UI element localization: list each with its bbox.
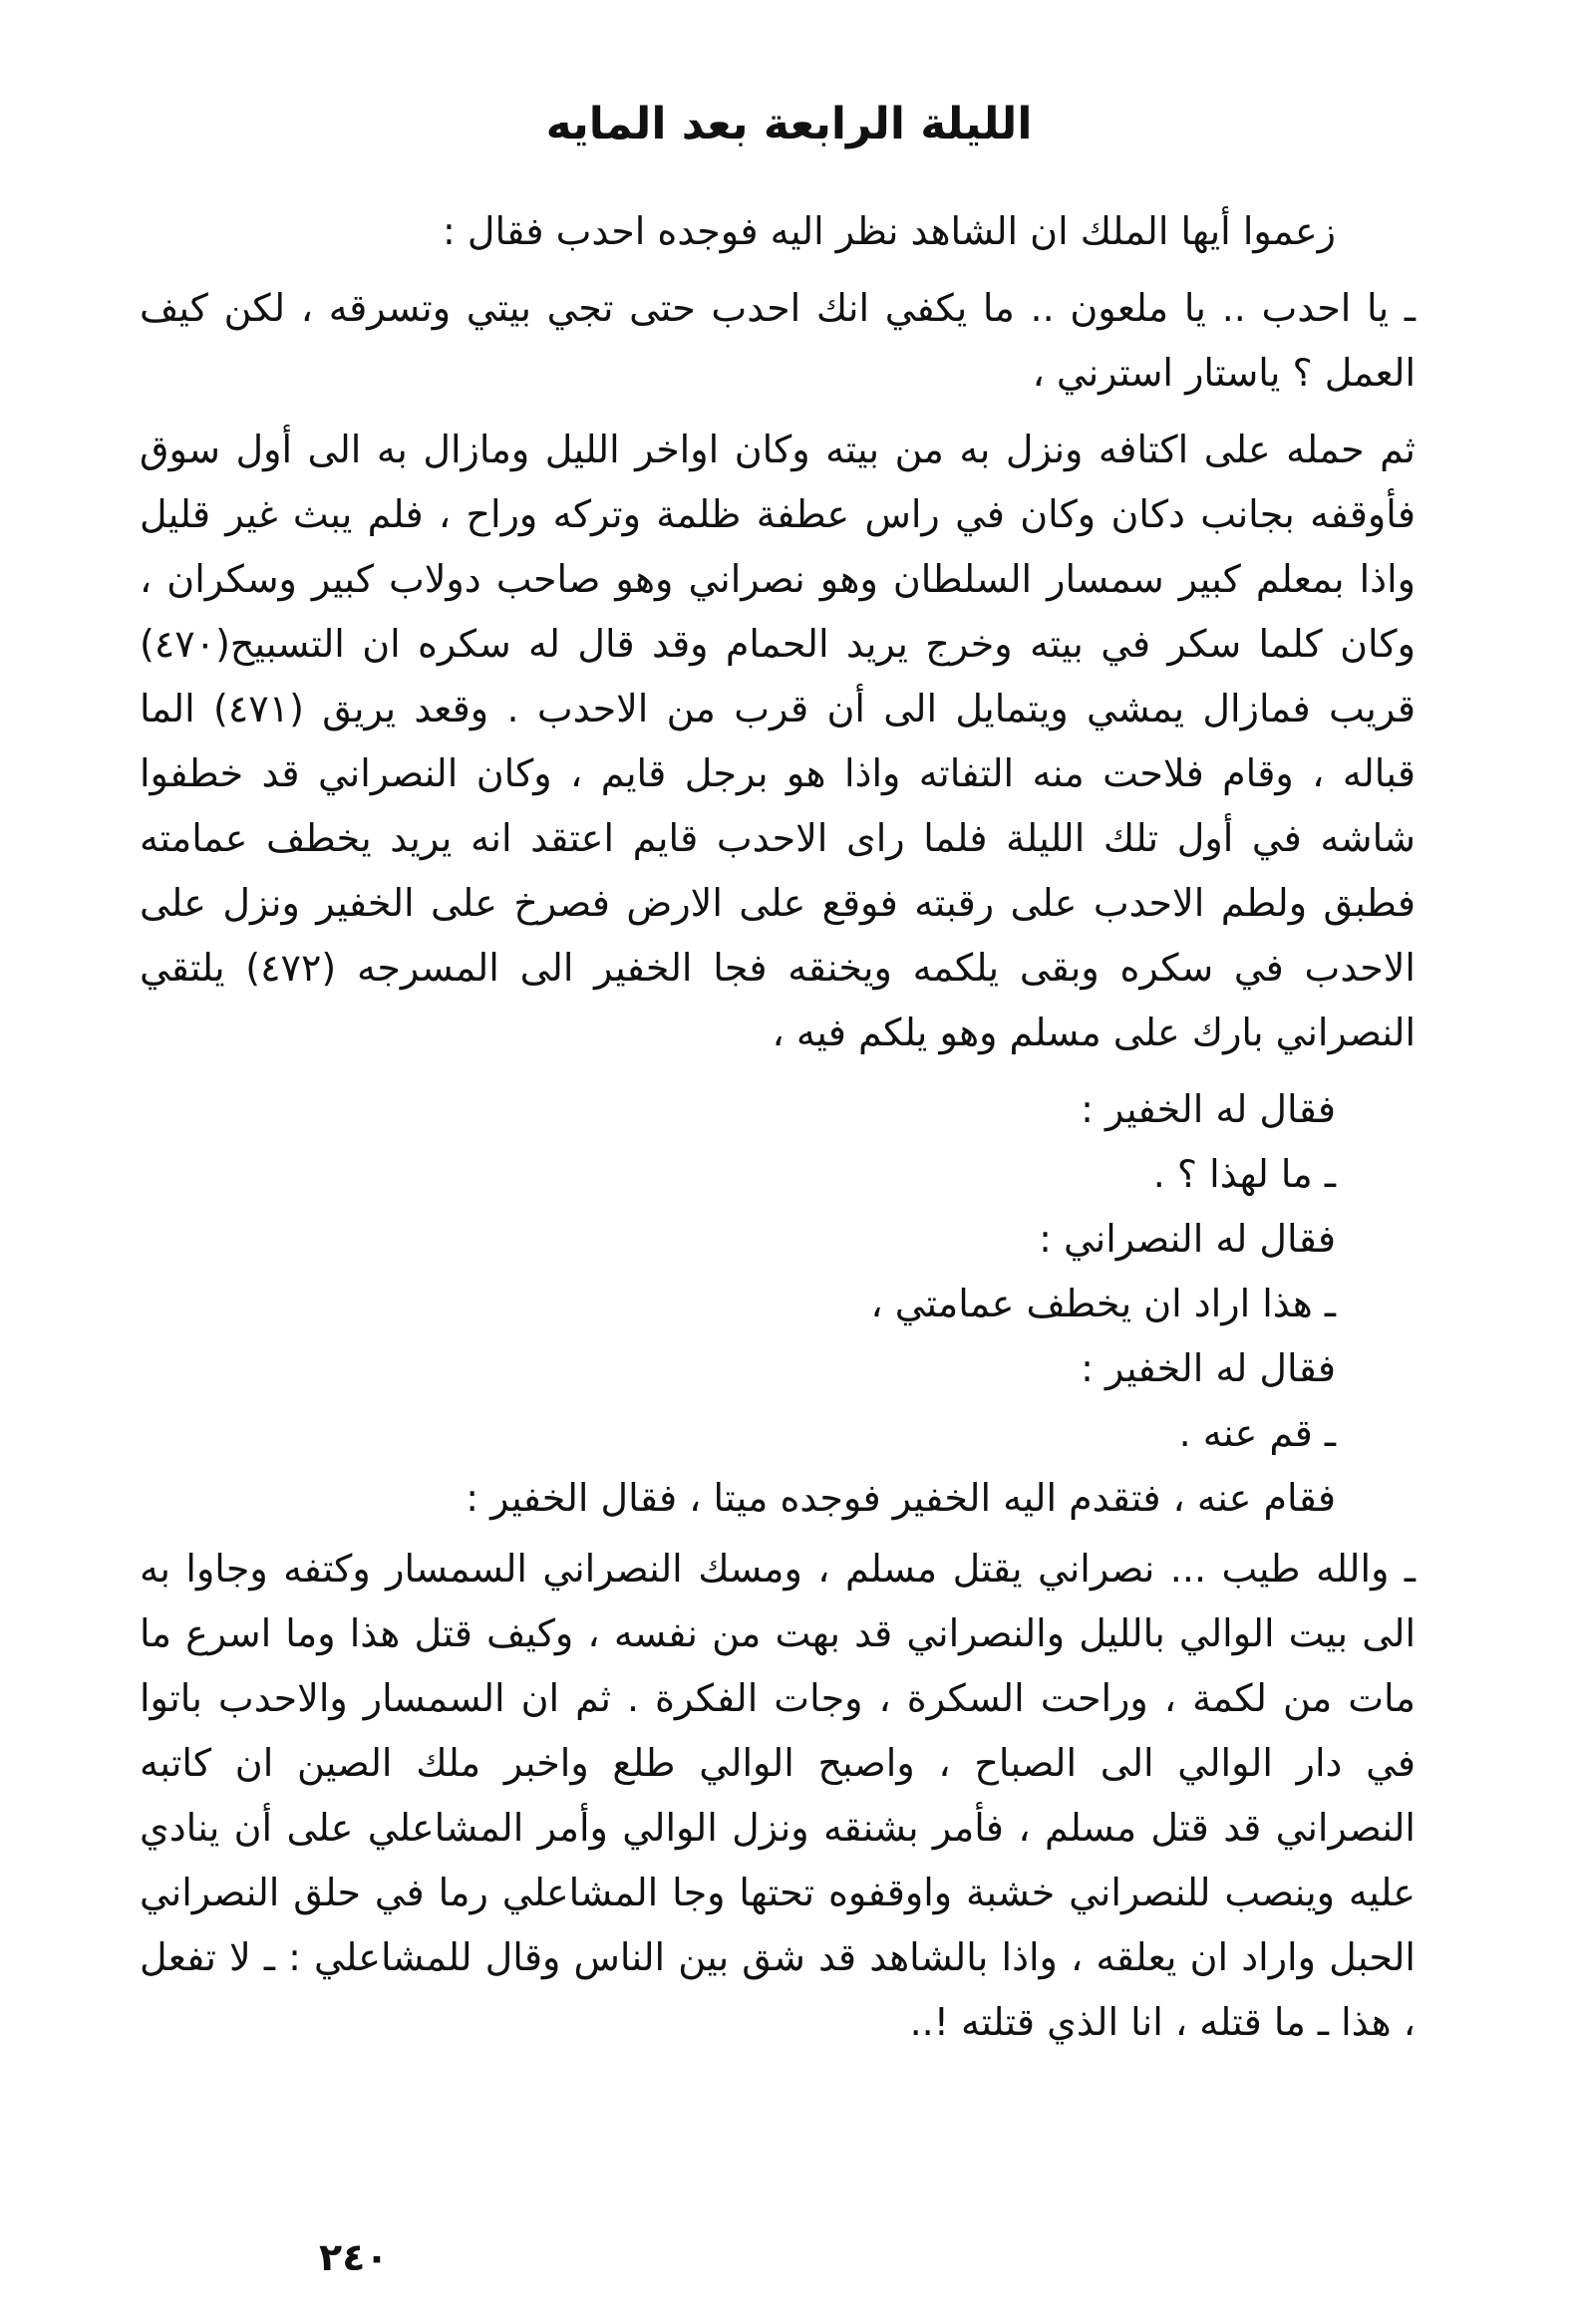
dialogue-line-6: ـ قم عنه . <box>1178 1411 1336 1455</box>
dialogue-line-2: ـ ما لهذا ؟ . <box>1152 1152 1336 1196</box>
paragraph-2: ـ يا احدب .. يا ملعون .. ما يكفي انك احدب حتى تجي بيتي وتسرقه ، لكن كيف العمل ؟ ياستار استرني ، <box>140 286 1416 395</box>
dialogue-line-4: ـ هذا اراد ان يخطف عمامتي ، <box>870 1282 1336 1325</box>
dialogue-line-1: فقال له الخفير : <box>1081 1087 1336 1131</box>
dialogue-line-5: فقال له الخفير : <box>1081 1346 1336 1390</box>
body-text <box>140 199 1416 2055</box>
paragraph-3: ثم حمله على اكتافه ونزل به من بيته وكان اواخر الليل ومازال به الى أول سوق فأوقفه بجانب دكان وكان في راس عطفة ظلمة وتركه وراح ، فلم يبث غير قليل واذا بمعلم كبير سمسار السلطان وهو نصراني وهو صاحب دولاب كبير وسكران ، وكان كلما سكر في بيته وخرج يريد الحمام وقد قال له سكره ان التسبيح(٤٧٠) قريب فمازال يمشي ويتمايل الى أن قرب من الاحدب . وقعد يريق (٤٧١) الما قباله ، وقام فلاحت منه التفاته واذا هو برجل قايم ، وكان النصراني قد خطفوا شاشه في أول تلك الليلة فلما راى الاحدب قايم اعتقد انه يريد يخطف عمامته فطبق ولطم الاحدب على رقبته فوقع على الارض فصرخ على الخفير ونزل على الاحدب في سكره وبقى يلكمه ويخنقه فجا الخفير الى المسرجه (٤٧٢) يلتقي النصراني بارك على مسلم وهو يلكم فيه ، <box>140 428 1416 1054</box>
chapter-title: الليلة الرابعة بعد المايه <box>545 99 1033 149</box>
page-number: ٢٤٠ <box>319 2235 389 2279</box>
dialogue-line-7: فقام عنه ، فتقدم اليه الخفير فوجده ميتا ، فقال الخفير : <box>466 1476 1336 1520</box>
paragraph-1: زعموا أيها الملك ان الشاهد نظر اليه فوجده احدب فقال : <box>443 209 1336 253</box>
dialogue-line-3: فقال له النصراني : <box>1039 1217 1336 1261</box>
dialogue-block <box>140 1077 1416 1531</box>
paragraph-4: ـ والله طيب ... نصراني يقتل مسلم ، ومسك النصراني السمسار وكتفه وجاوا به الى بيت الوالي بالليل والنصراني قد بهت من نفسه ، وكيف قتل هذا وما اسرع ما مات من لكمة ، وراحت السكرة ، وجات الفكرة . ثم ان السمسار والاحدب باتوا في دار الوالي الى الصباح ، واصبح الوالي طلع واخبر ملك الصين ان كاتبه النصراني قد قتل مسلم ، فأمر بشنقه ونزل الوالي وأمر المشاعلي على أن ينادي عليه وينصب للنصراني خشبة واوقفوه تحتها وجا المشاعلي رما في حلق النصراني الحبل واراد ان يعلقه ، واذا بالشاهد قد شق بين الناس وقال للمشاعلي : ـ لا تفعل ، هذا ـ ما قتله ، انا الذي قتلته !.. <box>140 1547 1416 2044</box>
